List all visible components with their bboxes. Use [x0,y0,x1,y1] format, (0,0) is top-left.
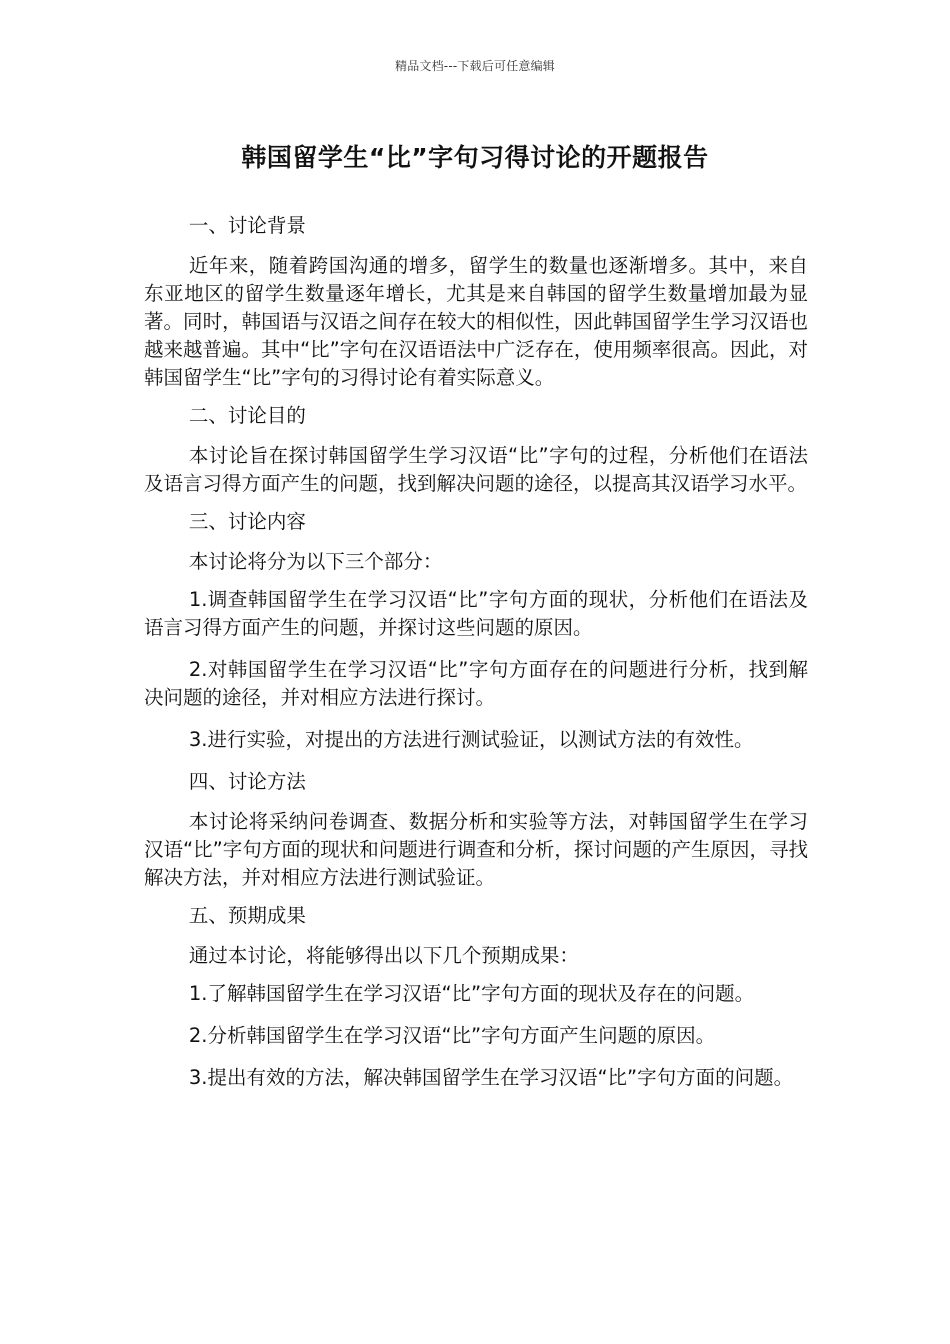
purpose-paragraph: 本讨论旨在探讨韩国留学生学习汉语“比”字句的过程，分析他们在语法及语言习得方面产生的问题，找到解决问题的途径，以提高其汉语学习水平。 [144,444,808,495]
section-heading-outcomes: 五、预期成果 [188,904,306,927]
method-paragraph: 本讨论将采纳问卷调查、数据分析和实验等方法，对韩国留学生在学习汉语“比”字句方面的现状和问题进行调查和分析，探讨问题的产生原因，寻找解决方法，并对相应方法进行测试验证。 [144,810,808,889]
outcomes-intro-paragraph: 通过本讨论，将能够得出以下几个预期成果： [188,944,579,967]
content-intro-paragraph: 本讨论将分为以下三个部分： [188,550,443,573]
document-title: 韩国留学生“比”字句习得讨论的开题报告 [241,143,709,172]
content-list-item-1: 1.调查韩国留学生在学习汉语“比”字句方面的现状，分析他们在语法及语言习得方面产生的问题，并探讨这些问题的原因。 [144,588,808,639]
content-list-item-3: 3.进行实验，对提出的方法进行测试验证，以测试方法的有效性。 [188,728,754,751]
section-heading-method: 四、讨论方法 [188,770,306,793]
section-heading-background: 一、讨论背景 [188,214,306,237]
background-paragraph: 近年来，随着跨国沟通的增多，留学生的数量也逐渐增多。其中，来自东亚地区的留学生数量逐年增长，尤其是来自韩国的留学生数量增加最为显著。同时，韩国语与汉语之间存在较大的相似性，因此韩国留学生学习汉语也越来越普遍。其中“比”字句在汉语语法中广泛存在，使用频率很高。因此，对韩国留学生“比”字句的习得讨论有着实际意义。 [144,254,808,389]
section-heading-content: 三、讨论内容 [188,510,306,533]
header-note: 精品文档---下载后可任意编辑 [395,59,555,73]
section-heading-purpose: 二、讨论目的 [188,404,306,427]
outcomes-list-item-3: 3.提出有效的方法，解决韩国留学生在学习汉语“比”字句方面的问题。 [188,1066,794,1089]
outcomes-list-item-1: 1.了解韩国留学生在学习汉语“比”字句方面的现状及存在的问题。 [188,982,755,1005]
document-body [144,212,808,1106]
outcomes-list-item-2: 2.分析韩国留学生在学习汉语“比”字句方面产生问题的原因。 [188,1024,716,1047]
content-list-item-2: 2.对韩国留学生在学习汉语“比”字句方面存在的问题进行分析，找到解决问题的途径，并对相应方法进行探讨。 [144,658,808,709]
